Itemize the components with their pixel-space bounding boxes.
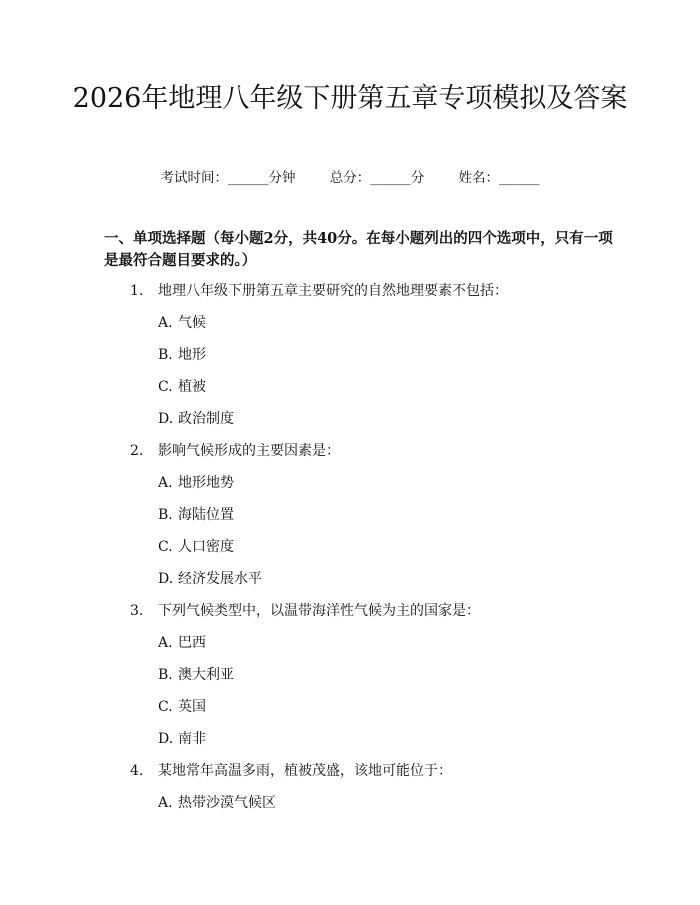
option-text: 澳大利亚 [178, 667, 234, 683]
question-3-option-c [158, 697, 206, 717]
question-4-option-a [158, 793, 276, 813]
total-score-field: 总分：______分 [329, 170, 425, 186]
question-2 [130, 441, 340, 461]
question-1-option-c [158, 377, 206, 397]
option-letter: A. [158, 475, 173, 491]
option-letter: A. [158, 635, 173, 651]
question-number: 2. [130, 443, 144, 459]
option-letter: C. [158, 379, 173, 395]
option-text: 经济发展水平 [178, 571, 262, 587]
exam-meta [0, 168, 700, 188]
question-1-option-a [158, 313, 206, 333]
option-letter: B. [158, 667, 173, 683]
section-heading: 一、单项选择题（每小题2分，共40分。在每小题列出的四个选项中，只有一项是最符合题目要求的。） [104, 230, 613, 269]
question-3-option-d [158, 729, 206, 749]
question-number: 3. [130, 603, 144, 619]
option-text: 英国 [178, 699, 206, 715]
question-number: 4. [130, 763, 144, 779]
option-letter: B. [158, 507, 173, 523]
option-letter: A. [158, 795, 173, 811]
question-number: 1. [130, 283, 144, 299]
question-text: 影响气候形成的主要因素是： [158, 443, 340, 459]
option-letter: A. [158, 315, 173, 331]
option-letter: C. [158, 699, 173, 715]
question-3-option-b [158, 665, 234, 685]
option-text: 政治制度 [178, 411, 234, 427]
option-text: 地形 [178, 347, 206, 363]
name-field: 姓名：______ [458, 170, 540, 186]
question-1-option-b [158, 345, 206, 365]
question-2-option-b [158, 505, 234, 525]
option-text: 人口密度 [178, 539, 234, 555]
page-title: 2026年地理八年级下册第五章专项模拟及答案 [72, 83, 628, 114]
exam-time-field: 考试时间：______分钟 [160, 170, 296, 186]
option-text: 热带沙漠气候区 [178, 795, 276, 811]
option-letter: C. [158, 539, 173, 555]
question-1 [130, 281, 508, 301]
question-2-option-c [158, 537, 234, 557]
question-2-option-d [158, 569, 262, 589]
question-text: 下列气候类型中，以温带海洋性气候为主的国家是： [158, 603, 480, 619]
question-text: 某地常年高温多雨，植被茂盛，该地可能位于： [158, 763, 452, 779]
option-text: 地形地势 [178, 475, 234, 491]
option-letter: D. [158, 411, 174, 427]
option-text: 巴西 [178, 635, 206, 651]
question-2-option-a [158, 473, 234, 493]
question-1-option-d [158, 409, 234, 429]
option-text: 气候 [178, 315, 206, 331]
question-text: 地理八年级下册第五章主要研究的自然地理要素不包括： [158, 283, 508, 299]
option-text: 海陆位置 [178, 507, 234, 523]
question-4 [130, 761, 452, 781]
option-text: 南非 [178, 731, 206, 747]
question-3-option-a [158, 633, 206, 653]
option-letter: B. [158, 347, 173, 363]
option-text: 植被 [178, 379, 206, 395]
question-3 [130, 601, 480, 621]
option-letter: D. [158, 731, 174, 747]
option-letter: D. [158, 571, 174, 587]
